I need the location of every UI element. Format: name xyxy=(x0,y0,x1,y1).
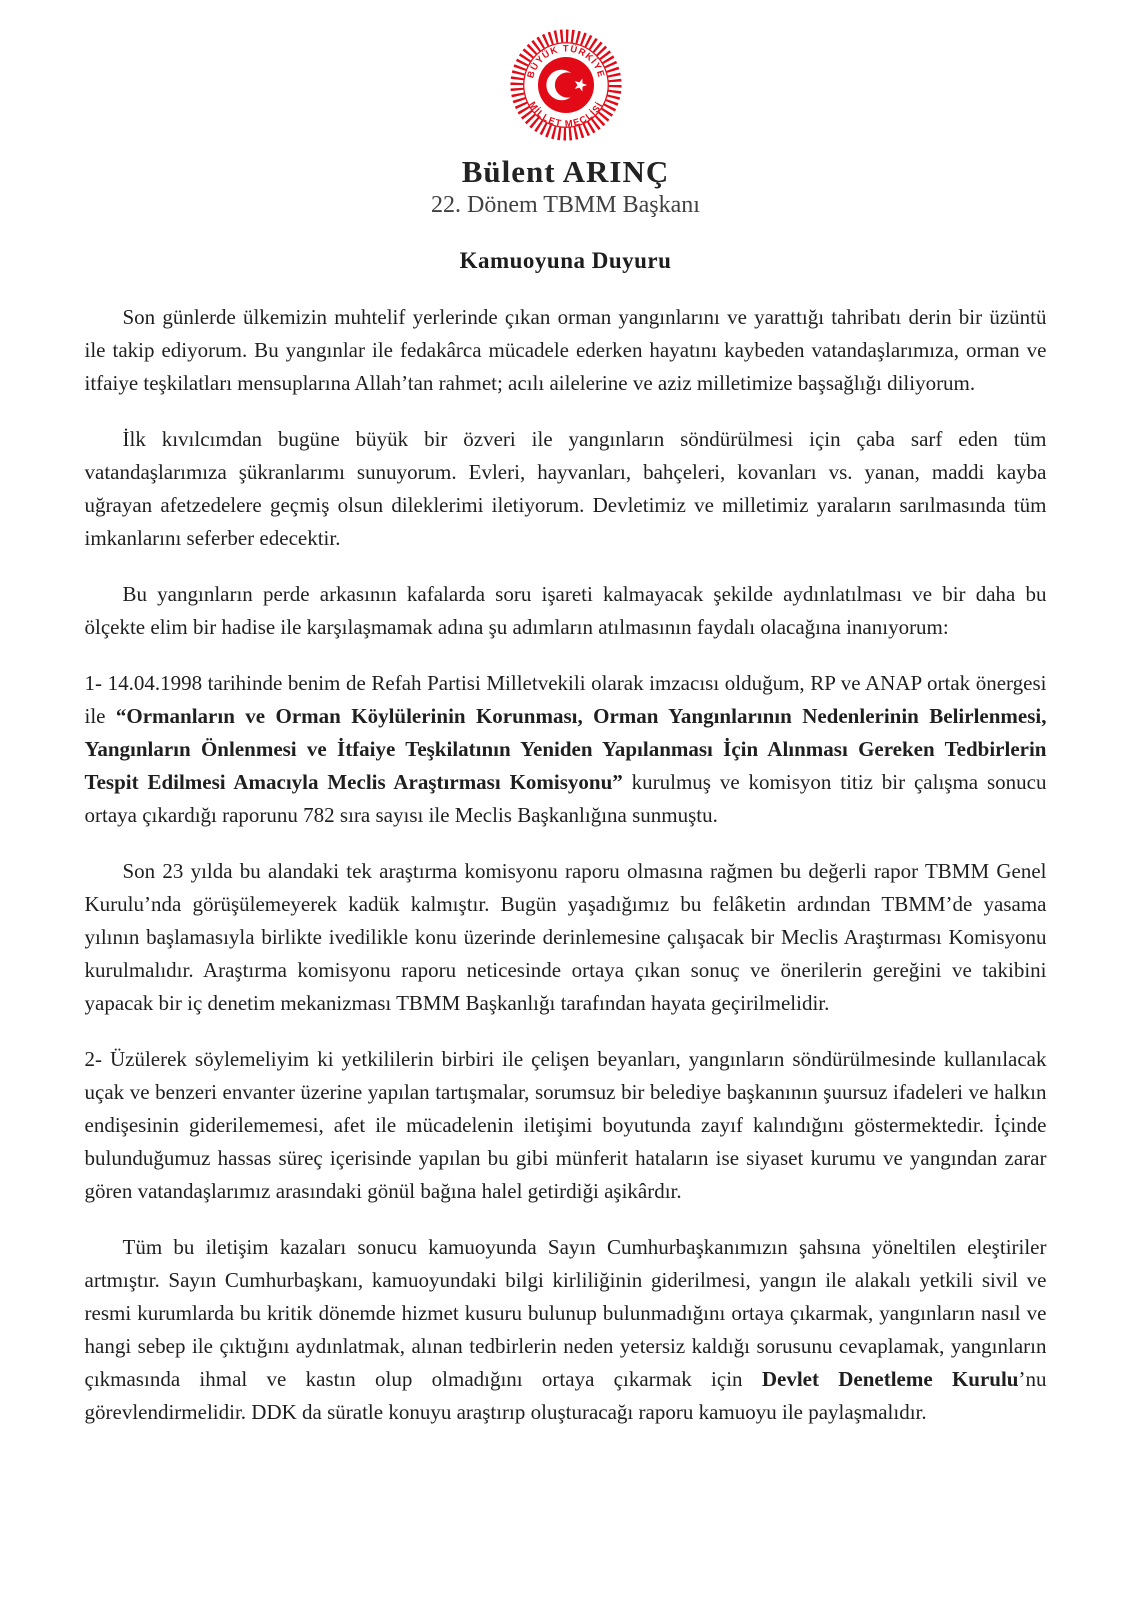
paragraph-text: 1- 14.04.1998 tarihinde benim de Refah Partisi Milletvekili olarak imzacısı olduğum, RP ve ANAP ortak önergesi ile xyxy=(84,671,1047,728)
paragraph-1 xyxy=(85,301,1047,400)
tbmm-seal-logo xyxy=(507,26,625,144)
paragraph-6-item-2 xyxy=(85,1043,1047,1208)
bold-ddk-name: Devlet Denetleme Kurulu xyxy=(761,1367,1019,1391)
tbmm-seal-icon xyxy=(507,26,625,144)
paragraph-text: Son günlerde ülkemizin muhtelif yerlerinde çıkan orman yangınlarını ve yarattığı tahribatı derin bir üzüntü ile takip ediyorum. Bu yangınlar ile fedakârca mücadele ederken hayatını kaybeden vatandaşlarımıza, orman ve itfaiye teşkilatları mensuplarına Allah’tan rahmet; acılı ailelerine ve aziz milletimize başsağlığı diliyorum. xyxy=(84,305,1047,395)
paragraph-text: kurulmuş ve komisyon titiz bir çalışma sonucu ortaya çıkardığı raporunu 782 sıra sayısı ile Meclis Başkanlığına sunmuştu. xyxy=(84,770,1047,827)
paragraph-2 xyxy=(85,423,1047,555)
paragraph-text: 2- Üzülerek söylemeliyim ki yetkililerin birbiri ile çelişen beyanları, yangınların söndürülmesinde kullanılacak uçak ve benzeri envanter üzerine yapılan tartışmalar, sorumsuz bir belediye başkanının şuursuz ifadeleri ve halkın endişesinin giderilememesi, afet ile mücadelenin iletişimi boyutunda zayıf kalındığını göstermektedir. İçinde bulunduğumuz hassas süreç içerisinde yapılan bu gibi münferit hataların ise siyaset kurumu ve yangından zarar gören vatandaşlarımız arasındaki gönül bağına halel getirdiği aşikârdır. xyxy=(84,1047,1047,1203)
document-body xyxy=(85,301,1047,1429)
author-title: 22. Dönem TBMM Başkanı xyxy=(431,192,700,218)
bold-commission-title: “Ormanların ve Orman Köylülerinin Korunması, Orman Yangınlarının Nedenlerinin Belirlenmesi, Yangınların Önlenmesi ve İtfaiye Teşkilatının Yeniden Yapılanması İçin Alınması Gereken Tedbirlerin Tespit Edilmesi Amacıyla Meclis Araştırması Komisyonu” xyxy=(84,704,1047,794)
seal-arc-top-text: BÜYÜK TÜRKİYE xyxy=(524,43,607,80)
seal-arc-bottom-text: MİLLET MECLİSİ xyxy=(526,99,605,129)
paragraph-text: Son 23 yılda bu alandaki tek araştırma komisyonu raporu olmasına rağmen bu değerli rapor TBMM Genel Kurulu’nda görüşülemeyerek kadük kalmıştır. Bugün yaşadığımız bu felâketin ardından TBMM’de yasama yılının başlamasıyla birlikte ivedilikle konu üzerinde derinlemesine çalışacak bir Meclis Araştırması Komisyonu kurulmalıdır. Araştırma komisyonu raporu neticesinde ortaya çıkan sonuç ve önerilerin gereğini ve takibini yapacak bir iç denetim mekanizması TBMM Başkanlığı tarafından hayata geçirilmelidir. xyxy=(84,859,1047,1015)
author-name: Bülent ARINÇ xyxy=(461,154,670,189)
crescent-cutout xyxy=(554,72,579,97)
page-title: Kamuoyuna Duyuru xyxy=(459,248,672,273)
document-header xyxy=(0,0,1131,274)
paragraph-text: İlk kıvılcımdan bugüne büyük bir özveri ile yangınların söndürülmesi için çaba sarf eden tüm vatandaşlarımıza şükranlarımı sunuyorum. Evleri, hayvanları, bahçeleri, kovanları vs. yanan, maddi kayba uğrayan afetzedelere geçmiş olsun dileklerimi iletiyorum. Devletimiz ve milletimiz yaraların sarılmasında tüm imkanlarını seferber edecektir. xyxy=(84,427,1047,550)
paragraph-7 xyxy=(85,1231,1047,1429)
paragraph-4-item-1 xyxy=(85,667,1047,832)
paragraph-3 xyxy=(85,578,1047,644)
paragraph-5 xyxy=(85,855,1047,1020)
paragraph-text: Bu yangınların perde arkasının kafalarda soru işareti kalmayacak şekilde aydınlatılması ve bir daha bu ölçekte elim bir hadise ile karşılaşmamak adına şu adımların atılmasının faydalı olacağına inanıyorum: xyxy=(84,582,1047,639)
paragraph-text: Tüm bu iletişim kazaları sonucu kamuoyunda Sayın Cumhurbaşkanımızın şahsına yöneltilen eleştiriler artmıştır. Sayın Cumhurbaşkanı, kamuoyundaki bilgi kirliliğinin giderilmesi, yangın ile alakalı yetkili sivil ve resmi kurumlarda bu kritik dönemde hizmet kusuru bulunup bulunmadığını ortaya çıkarmak, yangınların nasıl ve hangi sebep ile çıktığını aydınlatmak, alınan tedbirlerin neden yetersiz kaldığı sorusunu cevaplamak, yangınların çıkmasında ihmal ve kastın olup olmadığını ortaya çıkarmak için xyxy=(84,1235,1047,1391)
paragraph-text: ’nu görevlendirmelidir. DDK da süratle konuyu araştırıp oluşturacağı raporu kamuoyu ile paylaşmalıdır. xyxy=(84,1367,1047,1424)
